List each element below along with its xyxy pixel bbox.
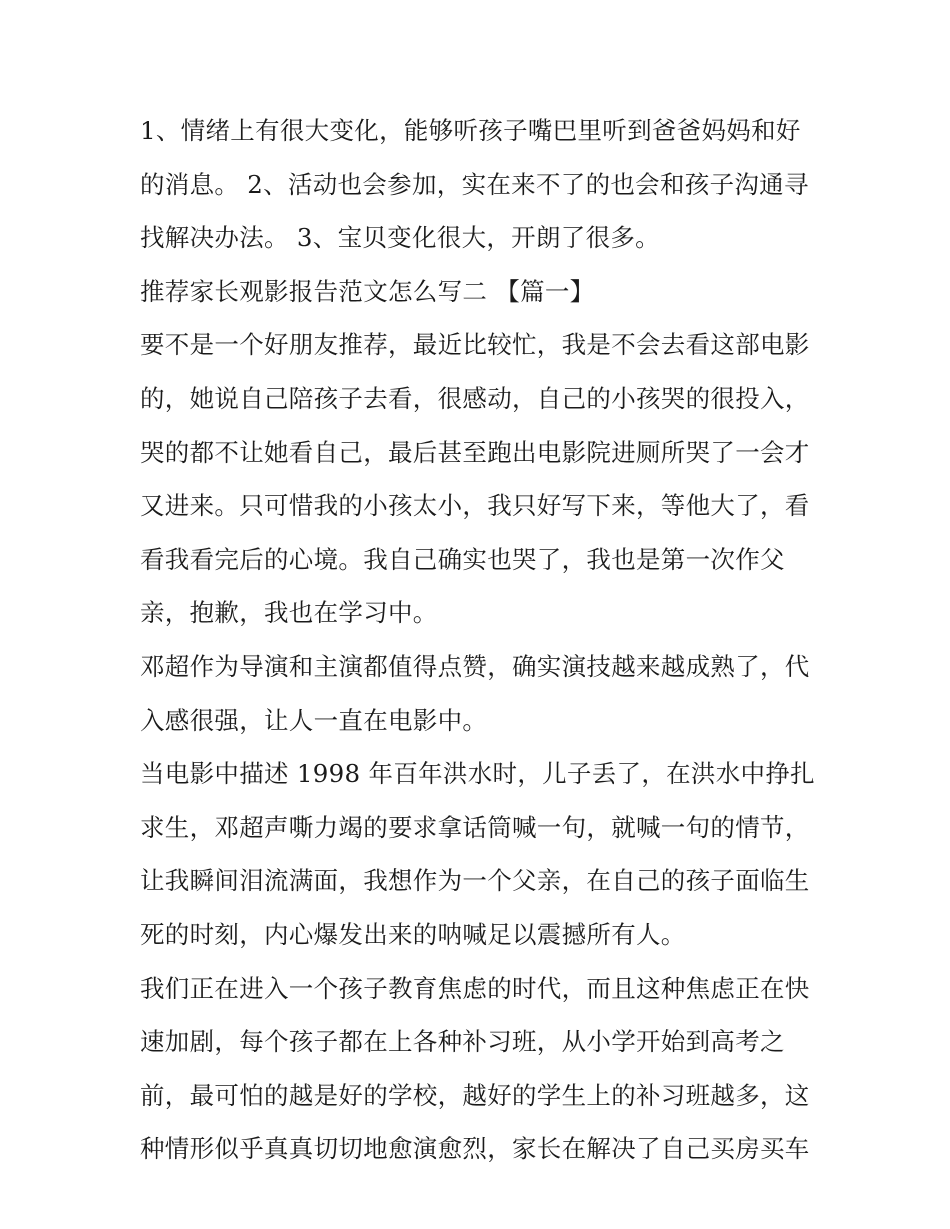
text-line: 前，最可怕的越是好的学校，越好的学生上的补习班越多，这 (140, 1080, 810, 1110)
paragraph-flood-scene (140, 747, 818, 961)
text-line: 死的时刻，内心爆发出来的呐喊足以震撼所有人。 (140, 919, 686, 949)
paragraph-feedback-list (140, 104, 818, 265)
text-line: 的，她说自己陪孩子去看，很感动，自己的小孩哭的很投入， (140, 383, 810, 413)
text-line: 又进来。只可惜我的小孩太小，我只好写下来，等他大了，看 (140, 491, 810, 521)
text-line: 当电影中描述 1998 年百年洪水时，儿子丢了，在洪水中挣扎 (140, 759, 815, 789)
text-line: 我们正在进入一个孩子教育焦虑的时代，而且这种焦虑正在快 (140, 973, 810, 1003)
section-heading (140, 265, 818, 319)
text-line: 亲，抱歉，我也在学习中。 (140, 598, 438, 628)
text-line: 种情形似乎真真切切地愈演愈烈，家长在解决了自己买房买车 (140, 1134, 810, 1164)
paragraph-director (140, 640, 818, 747)
paragraph-intro (140, 318, 818, 640)
text-line: 找解决办法。 3、宝贝变化很大，开朗了很多。 (140, 223, 660, 253)
text-line: 入感很强，让人一直在电影中。 (140, 705, 488, 735)
heading-line: 推荐家长观影报告范文怎么写二 【篇一】 (140, 276, 595, 306)
text-line: 哭的都不让她看自己，最后甚至跑出电影院进厕所哭了一会才 (140, 437, 810, 467)
text-line: 要不是一个好朋友推荐，最近比较忙，我是不会去看这部电影 (140, 330, 810, 360)
text-line: 速加剧，每个孩子都在上各种补习班，从小学开始到高考之 (140, 1027, 785, 1057)
text-line: 让我瞬间泪流满面，我想作为一个父亲，在自己的孩子面临生 (140, 866, 810, 896)
text-line: 邓超作为导演和主演都值得点赞，确实演技越来越成熟了，代 (140, 651, 810, 681)
text-line: 求生，邓超声嘶力竭的要求拿话筒喊一句，就喊一句的情节， (140, 812, 810, 842)
text-line: 的消息。 2、活动也会参加，实在来不了的也会和孩子沟通寻 (140, 169, 809, 199)
document-body (140, 104, 818, 1176)
text-line: 看我看完后的心境。我自己确实也哭了，我也是第一次作父 (140, 544, 785, 574)
text-line: 1、情绪上有很大变化，能够听孩子嘴巴里听到爸爸妈妈和好 (140, 116, 801, 145)
paragraph-education-anxiety (140, 962, 818, 1176)
